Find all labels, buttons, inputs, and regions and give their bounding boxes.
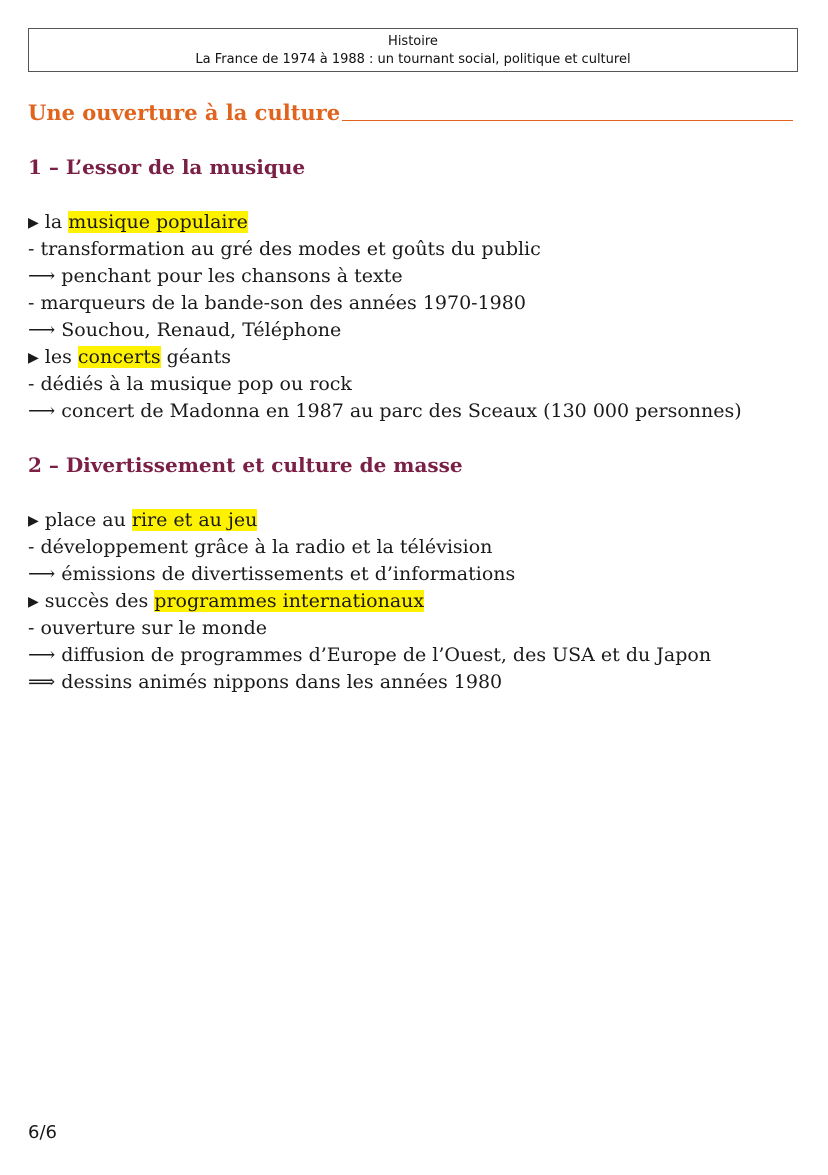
section-title-text: Une ouverture à la culture: [28, 100, 341, 125]
highlighted-text: musique populaire: [68, 211, 248, 233]
triangle-bullet-icon: ▶: [28, 350, 39, 366]
triangle-bullet-icon: ▶: [28, 215, 39, 231]
triangle-bullet-icon: ▶: [28, 594, 39, 610]
list-item: ⟹ dessins animés nippons dans les années 1980: [28, 671, 503, 693]
list-item: ⟶ concert de Madonna en 1987 au parc des Sceaux (130 000 personnes): [28, 400, 742, 422]
list-item: - dédiés à la musique pop ou rock: [28, 373, 352, 395]
page-number: 6/6: [28, 1122, 57, 1143]
section-title-underline: [342, 120, 793, 121]
list-item: ⟶ Souchou, Renaud, Téléphone: [28, 319, 342, 341]
highlighted-text: programmes internationaux: [154, 590, 425, 612]
document-header: [28, 28, 798, 72]
list-item: - développement grâce à la radio et la télévision: [28, 536, 493, 558]
list-item: ▶ la musique populaire: [28, 209, 808, 236]
list-item: - ouverture sur le monde: [28, 617, 268, 639]
section-title: [28, 100, 793, 125]
list-item: ▶ place au rire et au jeu: [28, 507, 808, 534]
list-item: ▶ succès des programmes internationaux: [28, 588, 808, 615]
part2-heading: 2 – Divertissement et culture de masse: [28, 453, 463, 477]
header-chapter: La France de 1974 à 1988 : un tournant social, politique et culturel: [195, 52, 631, 67]
list-item: - marqueurs de la bande-son des années 1970-1980: [28, 292, 526, 314]
list-item: - transformation au gré des modes et goûts du public: [28, 238, 541, 260]
list-item: ⟶ diffusion de programmes d’Europe de l’Ouest, des USA et du Japon: [28, 644, 712, 666]
triangle-bullet-icon: ▶: [28, 513, 39, 529]
list-item: ⟶ penchant pour les chansons à texte: [28, 265, 403, 287]
highlighted-text: concerts: [77, 346, 161, 368]
list-item: ⟶ émissions de divertissements et d’informations: [28, 563, 516, 585]
part2-content: [28, 507, 808, 696]
list-item: ▶ les concerts géants: [28, 344, 808, 371]
part1-heading: 1 – L’essor de la musique: [28, 155, 306, 179]
header-subject: Histoire: [388, 34, 438, 49]
highlighted-text: rire et au jeu: [131, 509, 258, 531]
part1-content: [28, 209, 808, 425]
